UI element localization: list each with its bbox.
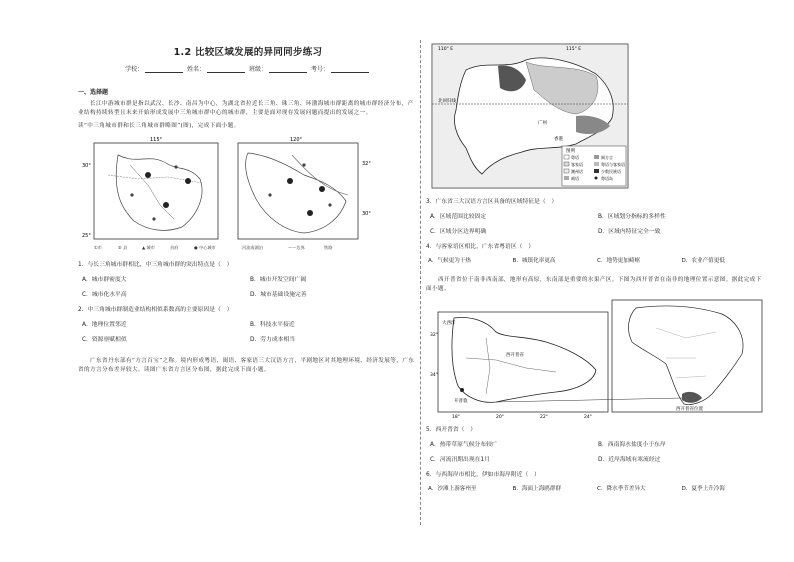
svg-text:粤语与客家语: 粤语与客家语 — [601, 162, 625, 167]
question-6-options — [428, 484, 766, 492]
exam-no-field[interactable] — [331, 66, 369, 73]
svg-text:22°: 22° — [540, 415, 548, 418]
city-cluster-map-svg — [78, 135, 418, 253]
right-column — [426, 40, 766, 492]
svg-text:115°: 115° — [150, 137, 163, 143]
svg-text:30°: 30° — [82, 163, 91, 169]
option-2d[interactable]: D．劳力成本相当 — [250, 337, 296, 343]
svg-text:首府: 首府 — [170, 245, 179, 250]
page-title: 1.2 比较区域发展的异同同步练习 — [173, 47, 323, 58]
svg-text:24°: 24° — [584, 415, 592, 418]
option-1d[interactable]: D．城市基础设施完善 — [250, 292, 307, 298]
option-3b[interactable]: B．区域划分指标的多样性 — [598, 214, 666, 220]
question-3-stem: 3．广东省三大汉语方言区具备的区域特征是（ ） — [426, 199, 558, 205]
option-5c[interactable]: C．河流汛期出现在1月 — [430, 457, 490, 463]
question-2-stem: 2．中三角城市群制造业结构相似系数高的主要原因是（ ） — [78, 307, 233, 313]
svg-text:铁路: 铁路 — [324, 245, 333, 250]
svg-text:32°: 32° — [362, 161, 371, 167]
svg-text:广州: 广州 — [538, 121, 547, 126]
option-6c[interactable]: C．降水季节差异大 — [597, 486, 646, 492]
city-cluster-maps — [78, 135, 418, 253]
option-3d[interactable]: D．区域内特征完全一致 — [598, 229, 661, 235]
svg-text:120°: 120° — [290, 137, 303, 143]
column-divider — [420, 40, 421, 525]
svg-text:20°: 20° — [496, 415, 504, 418]
option-2c[interactable]: C．资源禀赋相似 — [82, 337, 127, 343]
svg-text:①市: ①市 — [94, 245, 102, 250]
passage-1: 长江中游城市群是指以武汉、长沙、南昌为中心，为湖北省拉近长三角、珠三角、环渤海城市群距离的城市群经济分布，产业结构持续转型且未来开始形成发展中三角城市群中心的城市群，主要是面对现存发展问题而提出的发展之一。 — [78, 101, 414, 116]
svg-text:潮州话: 潮州话 — [571, 169, 583, 174]
option-4a[interactable]: A．气候更为干热 — [428, 258, 471, 264]
option-4d[interactable]: D．农业产值更低 — [681, 258, 725, 264]
svg-text:开普敦: 开普敦 — [454, 399, 468, 404]
svg-text:～～边界: ～～边界 — [288, 245, 305, 250]
option-2a[interactable]: A．地理位置邻近 — [82, 322, 127, 328]
option-6b[interactable]: B．海面上海鸥群群 — [512, 486, 562, 492]
svg-text:大西洋: 大西洋 — [442, 321, 456, 326]
student-info-line: 学校： 姓名： 班级： 考号： — [78, 64, 418, 73]
option-4c[interactable]: C．地势更加崎岖 — [597, 258, 641, 264]
option-6d[interactable]: D．夏季上升冷海 — [681, 486, 725, 492]
figure-caption-1: 读“中三角城市群和长三角城市群略图”(图)，完成下面小题。 — [78, 123, 240, 129]
option-4b[interactable]: B．城镇化率更高 — [512, 258, 556, 264]
svg-text:110° E: 110° E — [438, 47, 454, 52]
svg-text:25°: 25° — [82, 233, 91, 239]
svg-text:图例: 图例 — [566, 149, 575, 154]
svg-text:▲ 城市: ▲ 城市 — [142, 245, 155, 250]
svg-text:30°: 30° — [362, 211, 371, 217]
svg-text:客家语: 客家语 — [571, 162, 583, 167]
passage-3: 西开普省位于南非西南部，地形有高原，东南部是重要的水果产区。下图为西开普省在南非的地理位置示意图。据此完成下面小题。 — [426, 277, 762, 292]
option-1a[interactable]: A．城市群密度大 — [82, 277, 127, 283]
school-field[interactable] — [145, 66, 183, 73]
svg-text:西开普省位置: 西开普省位置 — [676, 407, 703, 412]
option-3a[interactable]: A．区域范围比较固定 — [430, 214, 487, 220]
question-3-options — [430, 211, 766, 235]
option-2b[interactable]: B．科技水平接近 — [250, 322, 295, 328]
svg-text:34°: 34° — [430, 373, 438, 378]
class-field[interactable] — [269, 66, 307, 73]
svg-text:闽语: 闽语 — [571, 176, 579, 181]
western-cape-maps — [426, 298, 766, 418]
svg-text:115° E: 115° E — [566, 47, 582, 52]
question-2-options — [82, 319, 418, 343]
svg-text:西开普省: 西开普省 — [506, 353, 524, 358]
section-heading: 一、选择题 — [78, 89, 109, 96]
svg-text:32°: 32° — [430, 333, 438, 338]
question-1-options — [82, 274, 418, 298]
option-6a[interactable]: A．沙滩上游客州至 — [428, 486, 477, 492]
option-5d[interactable]: D．近岸海域有寒流经过 — [598, 457, 661, 463]
dialect-map-svg — [426, 40, 636, 190]
question-5-stem: 5．西开普省（ ） — [426, 427, 477, 433]
left-column — [78, 40, 418, 375]
svg-text:香港: 香港 — [554, 137, 563, 142]
svg-text:闽方言: 闽方言 — [601, 155, 613, 160]
svg-text:粤语: 粤语 — [571, 155, 579, 160]
option-1c[interactable]: C．城市化水平高 — [82, 292, 127, 298]
svg-text:18°: 18° — [452, 415, 460, 418]
passage-2: 广东省丹东部有“方言百宝”之称。境内形成粤语、闽语、客家语三大汉语方言，平剧地区对其地理环境、经济发展等，广东省的方言分布差异较大。读图广东省方言区分布图，据此完成下面小题。 — [78, 358, 415, 373]
option-1b[interactable]: B．城市开发空间广阔 — [250, 277, 307, 283]
guangdong-dialect-map — [426, 40, 766, 190]
western-cape-map-svg — [426, 298, 766, 418]
option-5a[interactable]: A．热带草原气候分布较广 — [430, 442, 498, 448]
option-5b[interactable]: B．西南海水盐度小于东岸 — [598, 442, 666, 448]
question-5-options — [430, 439, 766, 463]
name-field[interactable] — [207, 66, 245, 73]
option-3c[interactable]: C．区域分区边界明确 — [430, 229, 487, 235]
svg-text:北回归线: 北回归线 — [438, 99, 456, 104]
svg-text:河流或湖泊: 河流或湖泊 — [242, 245, 263, 250]
question-1-stem: 1．与长三角城市群相比，中三角城市群的突出特点是（ ） — [78, 262, 233, 268]
question-4-stem: 4．与客家语区相比，广东省粤语区（ ） — [426, 244, 535, 250]
svg-text:少数民族语: 少数民族语 — [601, 169, 621, 174]
svg-text:● 中心城市: ● 中心城市 — [194, 245, 216, 250]
svg-text:⑤ 县: ⑤ 县 — [118, 245, 128, 250]
question-4-options — [428, 256, 766, 264]
question-6-stem: 6．与西海岸市相比，伊如市海岸附近（ ） — [426, 472, 540, 478]
svg-text:粤语岛: 粤语岛 — [601, 176, 613, 181]
